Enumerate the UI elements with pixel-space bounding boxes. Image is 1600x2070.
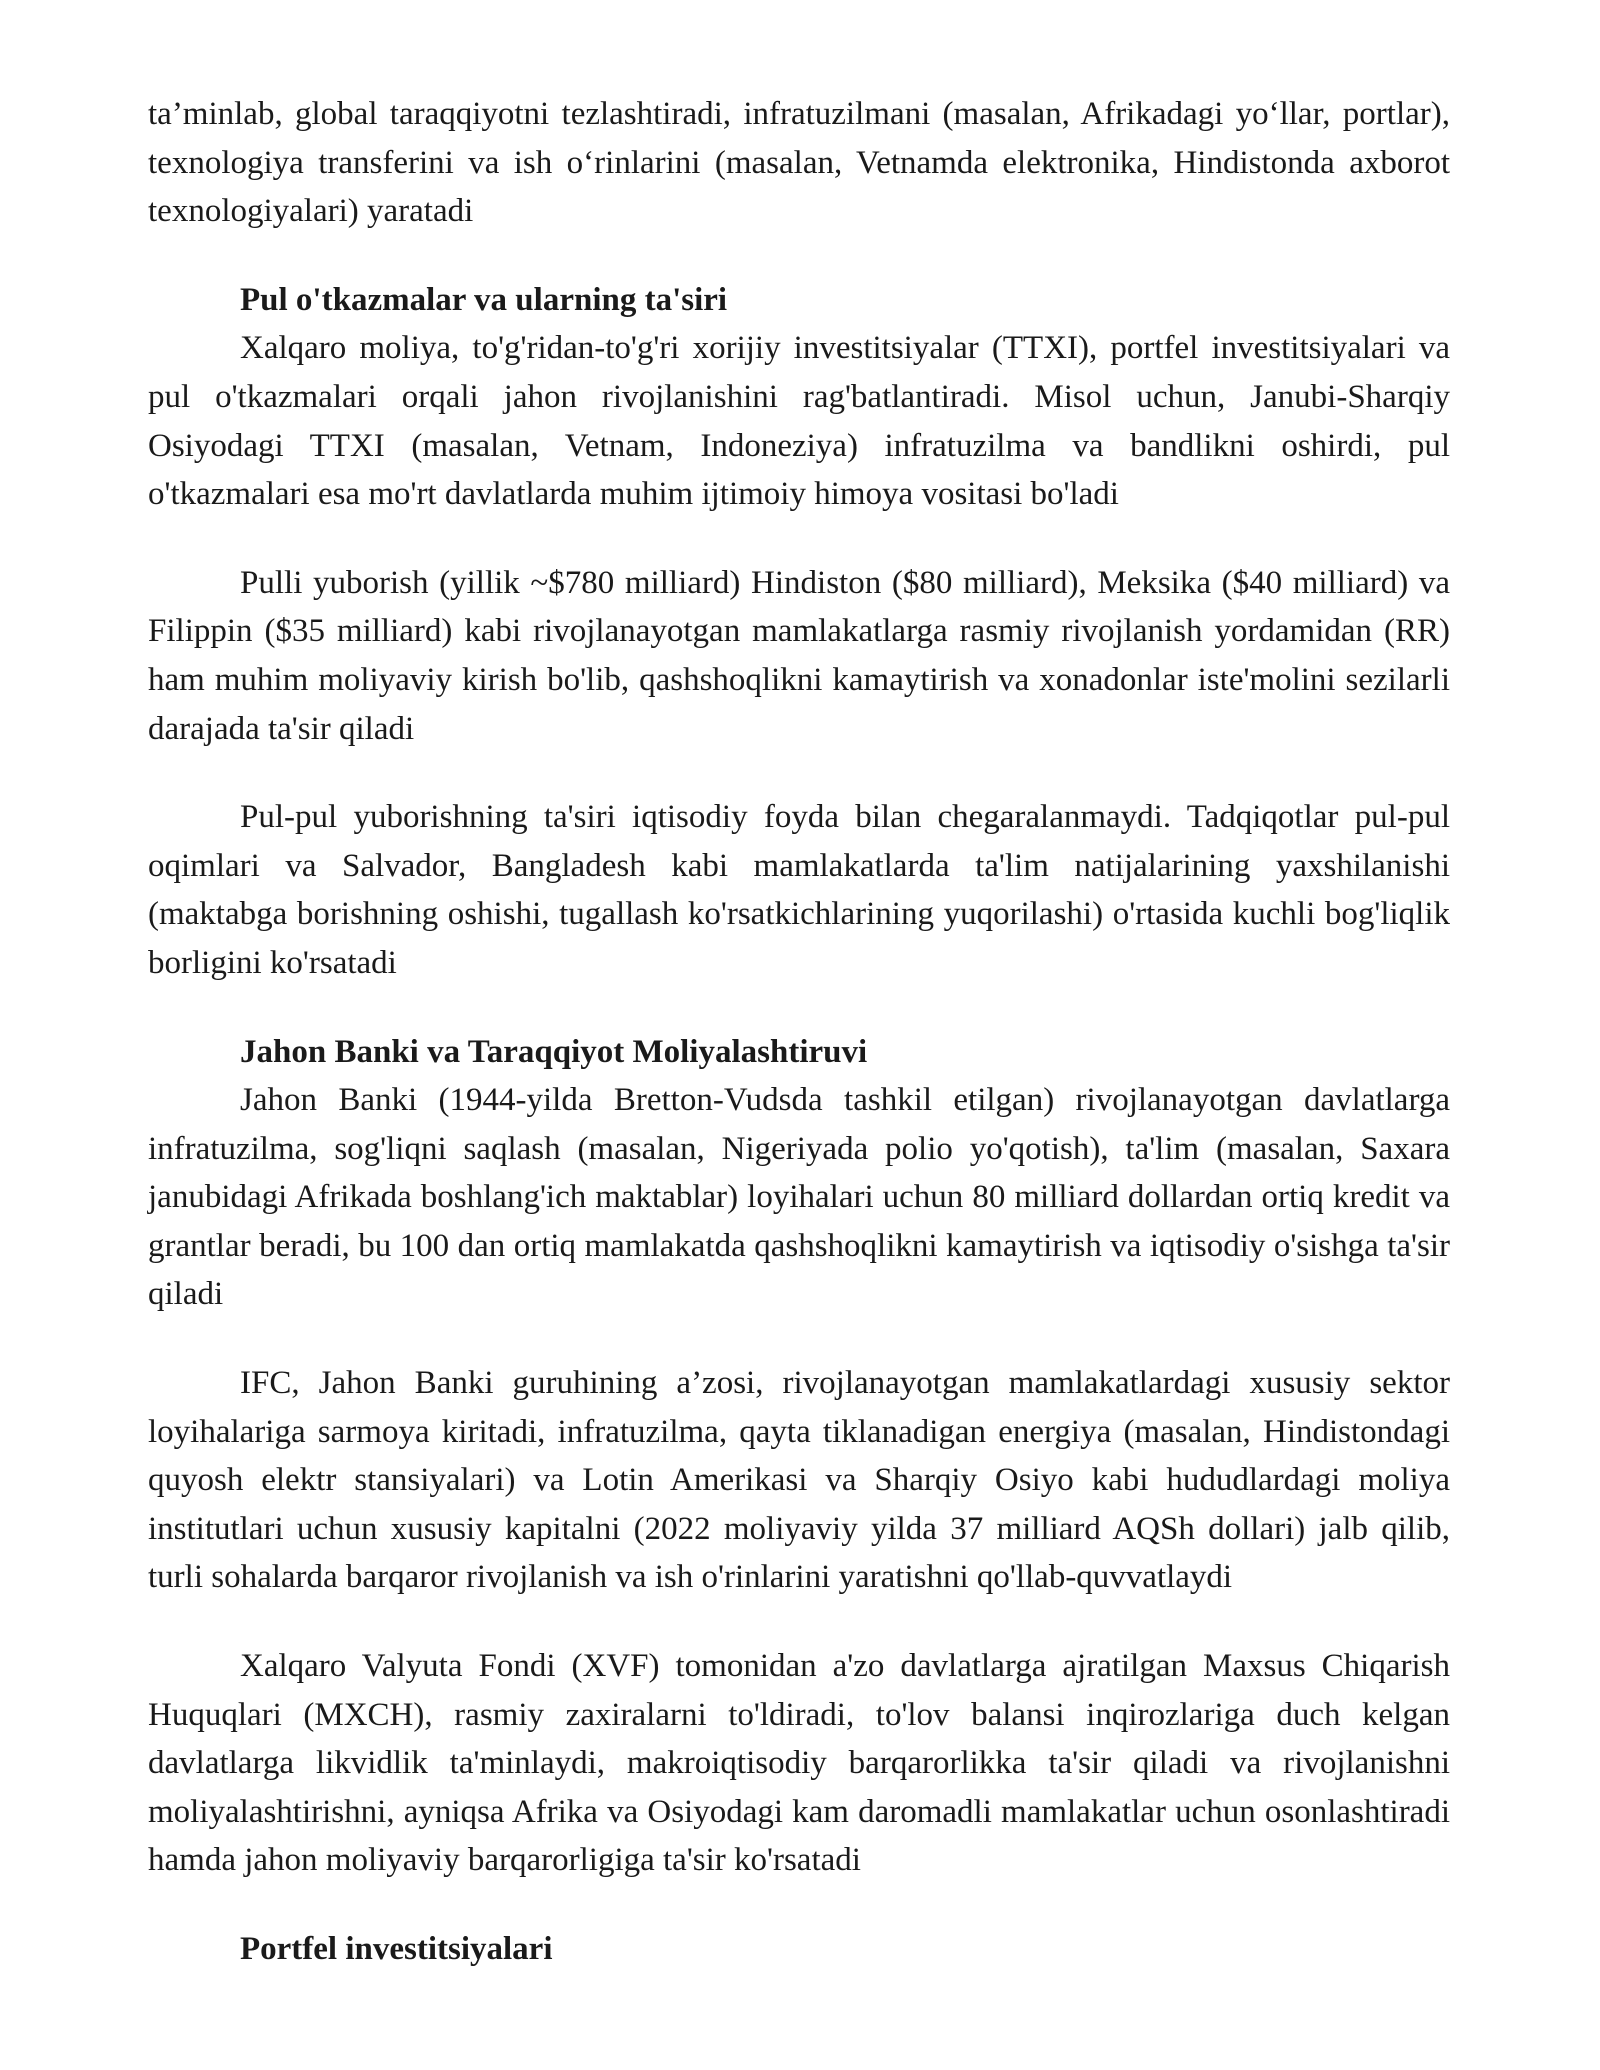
paragraph-imf-sdr: Xalqaro Valyuta Fondi (XVF) tomonidan a'zo davlatlarga ajratilgan Maxsus Chiqarish Huquqlari (MXCH), rasmiy zaxiralarni to'ldiradi, to'lov balansi inqirozlariga duch kelgan davlatlarga likvidlik ta'minlaydi, makroiqtisodiy barqarorlikka ta'sir qiladi va rivojlanishni moliyalashtirishni, ayniqsa Afrika va Osiyodagi kam daromadli mamlakatlar uchun osonlashtiradi hamda jahon moliyaviy barqarorligiga ta'sir ko'rsatadi [148, 1648, 1450, 1879]
paragraph-international-finance: Xalqaro moliya, to'g'ridan-to'g'ri xorijiy investitsiyalar (TTXI), portfel investitsiyalari va pul o'tkazmalari orqali jahon rivojlanishini rag'batlantiradi. Misol uchun, Janubi-Sharqiy Osiyodagi TTXI (masalan, Vetnam, Indoneziya) infratuzilma va bandlikni oshirdi, pul o'tkazmalari esa mo'rt davlatlarda muhim ijtimoiy himoya vositasi bo'ladi [148, 330, 1450, 513]
paragraph-continuation: ta’minlab, global taraqqiyotni tezlashtiradi, infratuzilmani (masalan, Afrikadagi yo‘llar, portlar), texnologiya transferini va ish o‘rinlarini (masalan, Vetnamda elektronika, Hindistonda axborot texnologiyalari) yaratadi [148, 96, 1450, 230]
document-page [148, 90, 1450, 1974]
paragraph-ifc: IFC, Jahon Banki guruhining a’zosi, rivojlanayotgan mamlakatlardagi xususiy sektor loyihalariga sarmoya kiritadi, infratuzilma, qayta tiklanadigan energiya (masalan, Hindistondagi quyosh elektr stansiyalari) va Lotin Amerikasi va Sharqiy Osiyo kabi hududlardagi moliya institutlari uchun xususiy kapitalni (2022 moliyaviy yilda 37 milliard AQSh dollari) jalb qilib, turli sohalarda barqaror rivojlanish va ish o'rinlarini yaratishni qo'llab-quvvatlaydi [148, 1365, 1450, 1596]
paragraph-remittance-volume: Pulli yuborish (yillik ~$780 milliard) Hindiston ($80 milliard), Meksika ($40 milliard) va Filippin ($35 milliard) kabi rivojlanayotgan mamlakatlarga rasmiy rivojlanish yordamidan (RR) ham muhim moliyaviy kirish bo'lib, qashshoqlikni kamaytirish va xonadonlar iste'molini sezilarli darajada ta'sir qiladi [148, 564, 1450, 747]
paragraph-world-bank: Jahon Banki (1944-yilda Bretton-Vudsda tashkil etilgan) rivojlanayotgan davlatlarga infratuzilma, sog'liqni saqlash (masalan, Nigeriyada polio yo'qotish), ta'lim (masalan, Saxara janubidagi Afrikada boshlang'ich maktablar) loyihalari uchun 80 milliard dollardan ortiq kredit va grantlar beradi, bu 100 dan ortiq mamlakatda qashshoqlikni kamaytirish va iqtisodiy o'sishga ta'sir qiladi [148, 1082, 1450, 1313]
section-heading-world-bank: Jahon Banki va Taraqqiyot Moliyalashtiruvi [240, 1033, 868, 1070]
section-heading-portfolio: Portfel investitsiyalari [240, 1931, 553, 1967]
section-heading-remittances: Pul o'tkazmalar va ularning ta'siri [240, 281, 728, 318]
paragraph-remittance-education: Pul-pul yuborishning ta'siri iqtisodiy foyda bilan chegaralanmaydi. Tadqiqotlar pul-pul oqimlari va Salvador, Bangladesh kabi mamlakatlarda ta'lim natijalarining yaxshilanishi (maktabga borishning oshishi, tugallash ko'rsatkichlarining yuqorilashi) o'rtasida kuchli bog'liqlik borligini ko'rsatadi [148, 799, 1450, 981]
